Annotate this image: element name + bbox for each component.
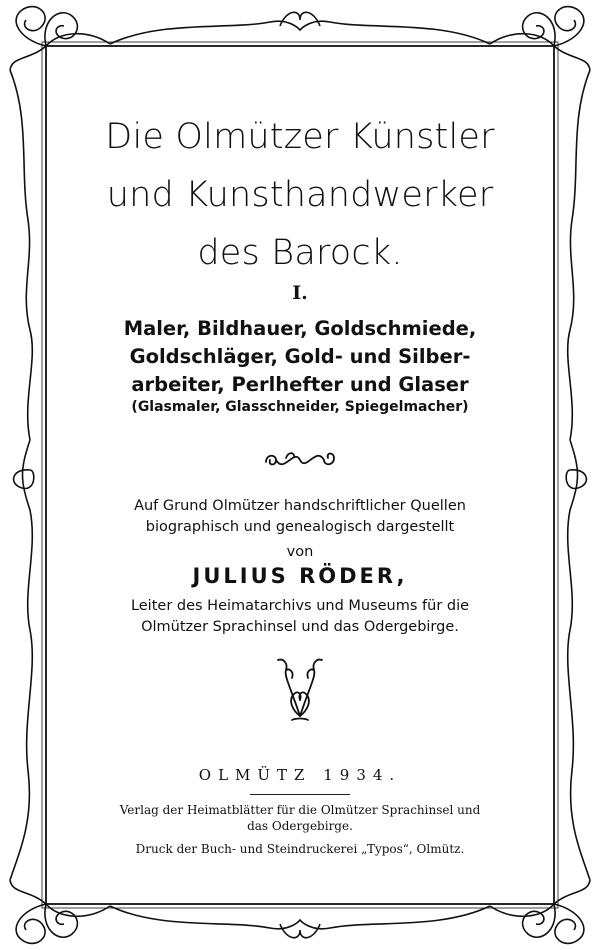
subtitle-line-1: Maler, Bildhauer, Goldschmiede, bbox=[123, 317, 477, 340]
scroll-flourish-icon bbox=[260, 444, 340, 476]
title-line-3: des Barock. bbox=[197, 233, 403, 273]
book-title bbox=[56, 108, 544, 282]
basis-line-2: biographisch und genealogisch dargestellt bbox=[145, 519, 455, 535]
v-fleuron-icon bbox=[274, 654, 326, 724]
place-and-year: OLMÜTZ 1934. bbox=[198, 766, 402, 784]
by-word: von bbox=[286, 544, 314, 560]
publisher-statement bbox=[56, 802, 544, 834]
author-role-line-1: Leiter des Heimatarchivs und Museums für die bbox=[130, 598, 470, 614]
author-name: JULIUS RÖDER, bbox=[192, 564, 408, 588]
basis-line-1: Auf Grund Olmützer handschriftlicher Quellen bbox=[134, 498, 466, 514]
publisher-line-1: Verlag der Heimatblätter für die Olmützer Sprachinsel und bbox=[119, 803, 481, 817]
basis-statement bbox=[56, 496, 544, 538]
publisher-line-2: das Odergebirge. bbox=[247, 819, 353, 833]
title-page bbox=[56, 56, 544, 894]
divider-rule bbox=[250, 794, 350, 795]
printer-statement: Druck der Buch- und Steindruckerei „Typos“, Olmütz. bbox=[135, 842, 465, 856]
title-line-1: Die Olmützer Künstler bbox=[105, 117, 495, 157]
author-role bbox=[56, 596, 544, 638]
title-line-2: und Kunsthandwerker bbox=[106, 175, 494, 215]
subtitle-line-2: Goldschläger, Gold- und Silber- bbox=[129, 345, 471, 368]
volume-number: I. bbox=[292, 282, 308, 304]
subtitle-parenthetical: (Glasmaler, Glasschneider, Spiegelmacher) bbox=[131, 399, 469, 415]
subtitle-line-3: arbeiter, Perlhefter und Glaser bbox=[131, 373, 469, 396]
author-role-line-2: Olmützer Sprachinsel und das Odergebirge. bbox=[141, 619, 459, 635]
subtitle bbox=[56, 315, 544, 399]
